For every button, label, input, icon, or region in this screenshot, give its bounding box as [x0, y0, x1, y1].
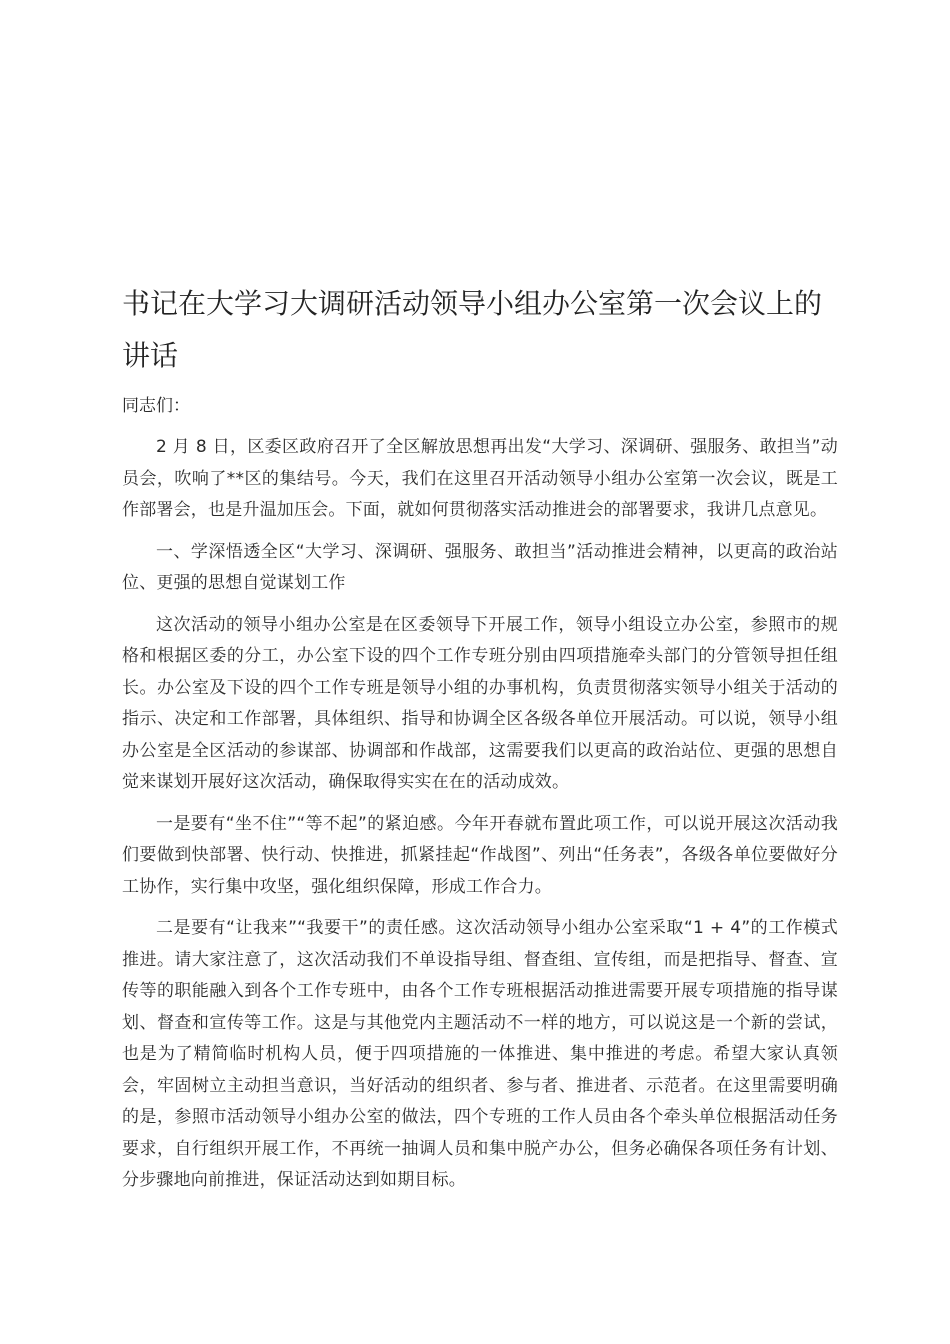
salutation: 同志们：	[122, 396, 190, 416]
paragraph-responsibility: 二是要有“让我来”“我要干”的责任感。这次活动领导小组办公室采取“1 + 4”的工作模式推进。请大家注意了，这次活动我们不单设指导组、督查组、宣传组，而是把指导、督查、宣传等的职能融入到各个工作专班中，由各个工作专班根据活动推进需要开展专项措施的指导谋划、督查和宣传等工作。这是与其他党内主题活动不一样的地方，可以说这是一个新的尝试，也是为了精简临时机构人员，便于四项措施的一体推进、集中推进的考虑。希望大家认真领会，牢固树立主动担当意识，当好活动的组织者、参与者、推进者、示范者。在这里需要明确的是，参照市活动领导小组办公室的做法，四个专班的工作人员由各个牵头单位根据活动任务要求，自行组织开展工作，不再统一抽调人员和集中脱产办公，但务必确保各项任务有计划、分步骤地向前推进，保证活动达到如期目标。	[122, 918, 838, 1190]
document-title: 书记在大学习大调研活动领导小组办公室第一次会议上的讲话	[122, 287, 823, 372]
document-page	[122, 278, 838, 1207]
section-heading-1: 一、学深悟透全区“大学习、深调研、强服务、敢担当”活动推进会精神，以更高的政治站位、更强的思想自觉谋划工作	[122, 541, 838, 593]
paragraph-office-role: 这次活动的领导小组办公室是在区委领导下开展工作，领导小组设立办公室，参照市的规格和根据区委的分工，办公室下设的四个工作专班分别由四项措施牵头部门的分管领导担任组长。办公室及下设的四个工作专班是领导小组的办事机构，负责贯彻落实领导小组关于活动的指示、决定和工作部署，具体组织、指导和协调全区各级各单位开展活动。可以说，领导小组办公室是全区活动的参谋部、协调部和作战部，这需要我们以更高的政治站位、更强的思想自觉来谋划开展好这次活动，确保取得实实在在的活动成效。	[122, 614, 838, 792]
paragraph-urgency: 一是要有“坐不住”“等不起”的紧迫感。今年开春就布置此项工作，可以说开展这次活动我们要做到快部署、快行动、快推进，抓紧挂起“作战图”、列出“任务表”，各级各单位要做好分工协作，实行集中攻坚，强化组织保障，形成工作合力。	[122, 813, 838, 897]
paragraph-intro: 2 月 8 日，区委区政府召开了全区解放思想再出发“大学习、深调研、强服务、敢担当”动员会，吹响了**区的集结号。今天，我们在这里召开活动领导小组办公室第一次会议，既是工作部署会，也是升温加压会。下面，就如何贯彻落实活动推进会的部署要求，我讲几点意见。	[122, 437, 838, 520]
